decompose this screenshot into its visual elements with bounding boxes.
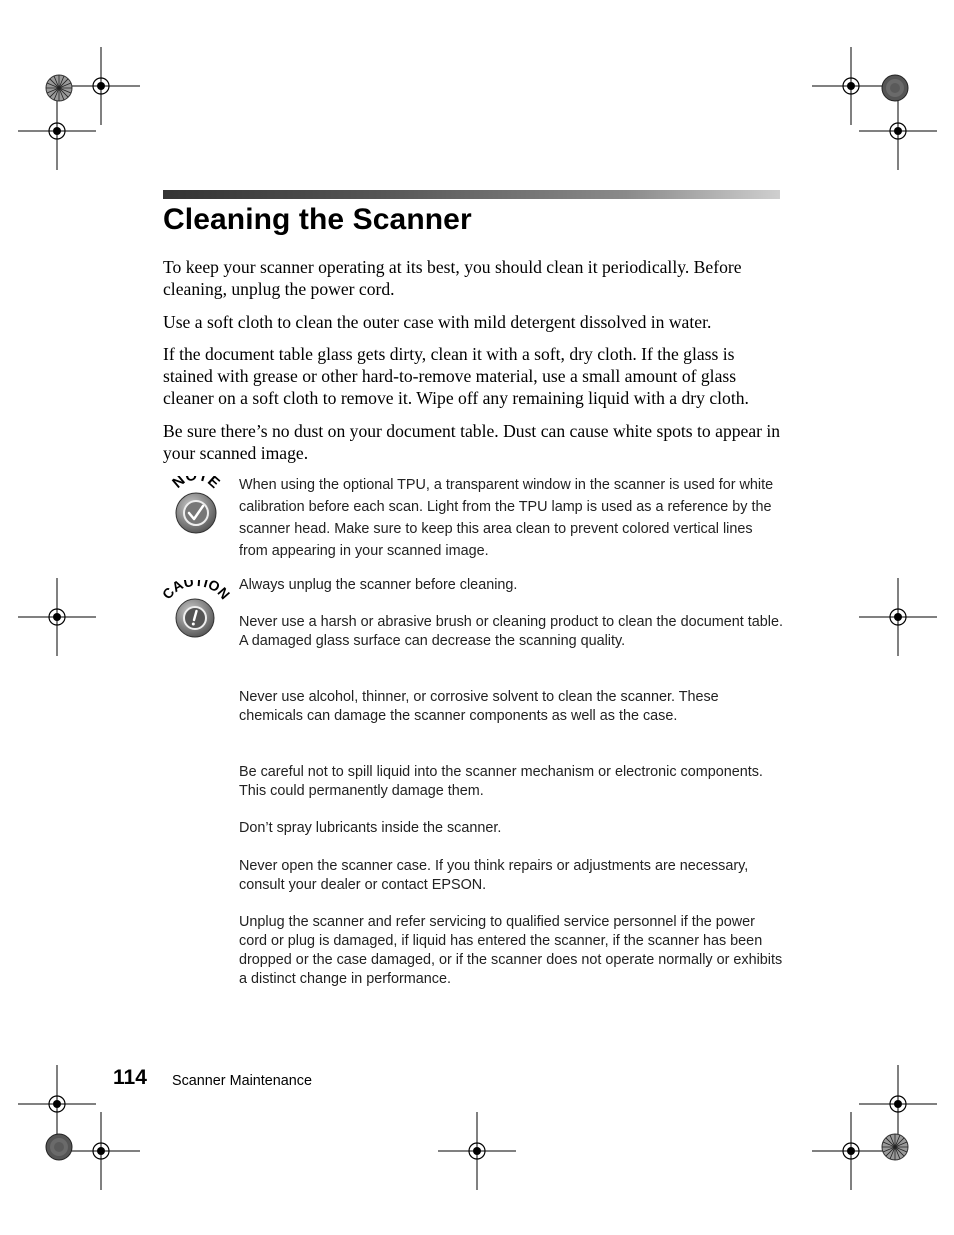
caution-badge bbox=[162, 580, 230, 643]
caution-item: Never use a harsh or abrasive brush or cleaning product to clean the document table. A damaged glass surface can decrease the scanning quality. bbox=[239, 614, 783, 649]
crosshair-registration-icon bbox=[62, 1112, 140, 1190]
svg-text:CAUTION: AUTIO bbox=[169, 580, 223, 596]
note-badge bbox=[168, 476, 224, 539]
caution-item: Unplug the scanner and refer servicing to qualified service personnel if the power cord or plug is damaged, if liquid has entered the scanner, if the scanner has been dropped or the case damaged, or if the scanner does not operate normally or exhibits a distinct change in performance. bbox=[239, 914, 783, 987]
paragraph: Be sure there’s no dust on your document table. Dust can cause white spots to appear in your scanned image. bbox=[163, 421, 781, 463]
page-title: Cleaning the Scanner bbox=[163, 203, 472, 236]
caution-item: Never use alcohol, thinner, or corrosive solvent to clean the scanner. These chemicals can damage the scanner components as well as the case. bbox=[239, 689, 719, 724]
note-text: When using the optional TPU, a transparent window in the scanner is used for white calibration before each scan. Light from the TPU lamp is used as a reference by the scanner head. Make sure to keep this area clean to prevent colored vertical lines from appearing in your scanned image. bbox=[239, 477, 774, 559]
crosshair-registration-icon bbox=[812, 1112, 890, 1190]
starburst-target-icon bbox=[45, 74, 73, 102]
caution-item: Be careful not to spill liquid into the scanner mechanism or electronic components. This could permanently damage them. bbox=[239, 764, 763, 799]
starburst-target-icon bbox=[881, 1133, 909, 1161]
caution-item: Always unplug the scanner before cleaning. bbox=[239, 577, 518, 593]
paragraph: Use a soft cloth to clean the outer case with mild detergent dissolved in water. bbox=[163, 312, 712, 332]
starburst-target-icon bbox=[881, 74, 909, 102]
caution-item: Never open the scanner case. If you think repairs or adjustments are necessary, consult your dealer or contact EPSON. bbox=[239, 858, 749, 893]
crosshair-registration-icon bbox=[18, 92, 96, 170]
crosshair-registration-icon bbox=[859, 578, 937, 656]
crosshair-registration-icon bbox=[438, 1112, 516, 1190]
page-number: 114 bbox=[113, 1066, 147, 1089]
footer-section-label: Scanner Maintenance bbox=[172, 1073, 312, 1089]
starburst-target-icon bbox=[45, 1133, 73, 1161]
paragraph: To keep your scanner operating at its best, you should clean it periodically. Before cleaning, unplug the power cord. bbox=[163, 257, 742, 299]
svg-text:NOTE: N TE bbox=[169, 476, 223, 492]
crosshair-registration-icon bbox=[18, 578, 96, 656]
crosshair-registration-icon bbox=[859, 92, 937, 170]
caution-item: Don’t spray lubricants inside the scanner. bbox=[239, 820, 502, 836]
heading-rule bbox=[163, 190, 780, 199]
paragraph: If the document table glass gets dirty, clean it with a soft, dry cloth. If the glass is stained with grease or other hard-to-remove material, use a small amount of glass cleaner on a soft cloth to remove it. Wipe off any remaining liquid with a dry cloth. bbox=[163, 344, 749, 408]
